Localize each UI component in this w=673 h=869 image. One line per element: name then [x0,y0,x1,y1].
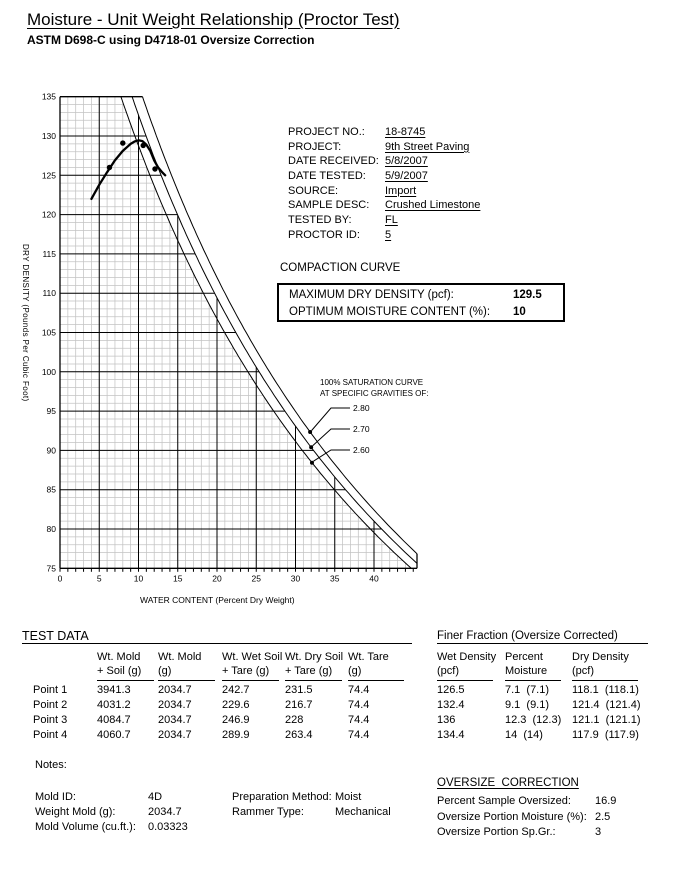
x-tick-label: 10 [133,573,144,584]
y-tick-label: 90 [46,445,56,456]
page-subtitle: ASTM D698-C using D4718-01 Oversize Correction [27,33,315,47]
x-tick-label: 25 [251,573,261,584]
saturation-leader-line [313,450,350,461]
prep-method-value: Moist [335,791,362,803]
cell: 121.1 (121.1) [572,714,641,726]
x-tick-label: 5 [96,573,102,584]
cell: 136 [437,714,456,726]
weight-mold-label: Weight Mold (g): [35,806,116,818]
project-info-row [288,198,480,213]
col-header: (g) [348,664,404,681]
field-label: SAMPLE DESC: [288,199,370,212]
cell: 74.4 [348,699,370,711]
saturation-leader-line [312,408,350,431]
oversize-spgr-label: Oversize Portion Sp.Gr.: [437,826,556,839]
project-info-row [288,228,480,243]
y-tick-label: 95 [46,406,56,417]
cell: 126.5 [437,684,465,696]
page-title: Moisture - Unit Weight Relationship (Proctor Test) [27,10,400,29]
cell: 3941.3 [97,684,131,696]
cell: 132.4 [437,699,465,711]
cell: 14 (14) [505,729,543,741]
row-label: Point 3 [33,714,68,726]
project-info-row [288,125,480,140]
cell: 216.7 [285,699,313,711]
y-tick-label: 100 [41,366,56,377]
cell: 289.9 [222,729,250,741]
col-header: + Tare (g) [222,664,279,681]
compaction-data-point [152,166,157,171]
project-info-row [288,169,480,184]
x-tick-label: 35 [330,573,340,584]
notes-label: Notes: [35,759,67,771]
project-info-row [288,154,480,169]
oversize-spgr-value: 3 [595,826,602,839]
rammer-type-value: Mechanical [335,806,391,818]
pct-oversized-value: 16.9 [595,795,617,807]
y-tick-label: 75 [46,563,56,574]
y-tick-label: 125 [41,170,56,181]
test-data-table [33,650,408,743]
saturation-sg-label: 2.70 [353,424,370,434]
cell: 2034.7 [158,729,192,741]
pct-oversized-label: Percent Sample Oversized: [437,795,571,807]
mold-volume-value: 0.03323 [148,821,188,833]
col-header: + Tare (g) [285,664,342,681]
cell: 2034.7 [158,714,192,726]
field-label: PROCTOR ID: [288,228,360,241]
finer-fraction-heading: Finer Fraction (Oversize Corrected) [437,630,618,642]
field-value: 9th Street Paving [385,140,470,153]
project-info [288,125,480,242]
col-header: (pcf) [437,664,493,681]
oversize-moisture-value: 2.5 [595,810,611,823]
mold-id-label: Mold ID: [35,791,76,803]
field-value: FL [385,213,398,226]
cell: 2034.7 [158,684,192,696]
cell: 228 [285,714,304,726]
row-label: Point 2 [33,699,68,711]
y-tick-label: 130 [41,131,56,141]
col-header: Percent [505,651,543,663]
cell: 117.9 (117.9) [572,729,639,741]
col-header: Wt. Tare [348,651,389,663]
col-header: + Soil (g) [97,664,154,681]
cell: 74.4 [348,729,370,741]
col-header: (g) [158,664,215,681]
project-info-row [288,140,480,155]
y-tick-label: 115 [42,248,56,259]
field-label: DATE TESTED: [288,169,366,182]
y-tick-label: 120 [41,209,56,220]
cell: 263.4 [285,729,313,741]
x-axis-ticks [60,568,413,572]
field-label: TESTED BY: [288,213,352,226]
weight-mold-value: 2034.7 [148,806,182,818]
field-label: PROJECT: [288,140,342,153]
cell: 74.4 [348,684,370,696]
saturation-leader-line [313,429,350,446]
row-label: Point 4 [33,729,68,741]
cell: 9.1 (9.1) [505,699,550,711]
saturation-note-line: 100% SATURATION CURVE [320,378,424,387]
max-dry-density-value: 129.5 [513,289,542,301]
col-header: Wt. Wet Soil [222,651,283,663]
col-header: (pcf) [572,664,638,681]
cell: 74.4 [348,714,370,726]
saturation-sg-label: 2.80 [353,403,370,413]
compaction-curve [91,140,165,199]
field-label: DATE RECEIVED: [288,155,379,168]
project-info-row [288,213,480,228]
col-header: Dry Density [572,651,629,663]
optimum-moisture-label: OPTIMUM MOISTURE CONTENT (%): [289,306,491,318]
x-tick-label: 15 [173,573,183,584]
max-dry-density-label: MAXIMUM DRY DENSITY (pcf): [289,289,454,301]
col-header: Wt. Mold [97,651,141,663]
x-tick-label: 20 [212,573,222,584]
saturation-pointer-dot [310,461,314,465]
field-value: Import [385,184,417,197]
cell: 7.1 (7.1) [505,684,550,696]
x-axis-title: WATER CONTENT (Percent Dry Weight) [140,595,295,605]
rammer-type-label: Rammer Type: [232,806,304,818]
cell: 229.6 [222,699,250,711]
col-header: Moisture [505,664,561,681]
y-tick-label: 85 [46,484,56,495]
cell: 4060.7 [97,729,131,741]
cell: 118.1 (118.1) [572,684,639,696]
y-axis-title: DRY DENSITY (Pounds Per Cubic Foot) [21,244,30,402]
field-label: SOURCE: [288,184,339,197]
project-info-row [288,184,480,199]
oversize-moisture-label: Oversize Portion Moisture (%): [437,810,587,823]
compaction-curve-heading: COMPACTION CURVE [280,262,401,274]
saturation-pointer-dot [309,445,313,449]
field-value: 5 [385,228,392,241]
cell: 12.3 (12.3) [505,714,562,726]
field-value: 18-8745 [385,126,426,138]
cell: 121.4 (121.4) [572,699,641,711]
cell: 2034.7 [158,699,192,711]
saturation-note-line: AT SPECIFIC GRAVITIES OF: [320,388,429,398]
mold-id-value: 4D [148,791,163,803]
x-tick-label: 30 [290,573,301,584]
y-tick-label: 105 [41,327,56,338]
y-tick-label: 110 [42,288,56,299]
field-value: Crushed Limestone [385,199,481,212]
row-label: Point 1 [33,684,68,696]
cell: 242.7 [222,684,250,696]
prep-method-label: Preparation Method: [232,791,332,803]
test-data-heading: TEST DATA [22,629,89,643]
compaction-data-point [120,140,125,145]
finer-fraction-table [437,650,652,743]
cell: 4031.2 [97,699,131,711]
saturation-sg-label: 2.60 [353,445,370,455]
field-value: 5/8/2007 [385,155,428,168]
cell: 4084.7 [97,714,131,726]
y-tick-label: 80 [46,524,56,534]
field-label: PROJECT NO.: [288,126,365,138]
col-header: Wt. Dry Soil [285,651,344,663]
cell: 134.4 [437,729,465,741]
saturation-pointer-dot [308,430,312,434]
field-value: 5/9/2007 [385,169,428,182]
cell: 231.5 [285,684,313,696]
col-header: Wt. Mold [158,651,202,663]
cell: 246.9 [222,714,250,726]
optimum-moisture-value: 10 [513,306,526,318]
y-tick-label: 135 [41,91,56,102]
test-data-rule [22,643,412,644]
mold-volume-label: Mold Volume (cu.ft.): [35,821,136,833]
finer-fraction-rule [437,643,648,644]
x-tick-label: 0 [57,573,63,584]
col-header: Wet Density [437,651,497,663]
compaction-data-point [107,165,112,170]
x-tick-label: 40 [369,573,379,584]
oversize-correction-heading: OVERSIZE CORRECTION [437,777,579,789]
compaction-results-box [277,283,565,322]
compaction-data-point [141,143,146,148]
